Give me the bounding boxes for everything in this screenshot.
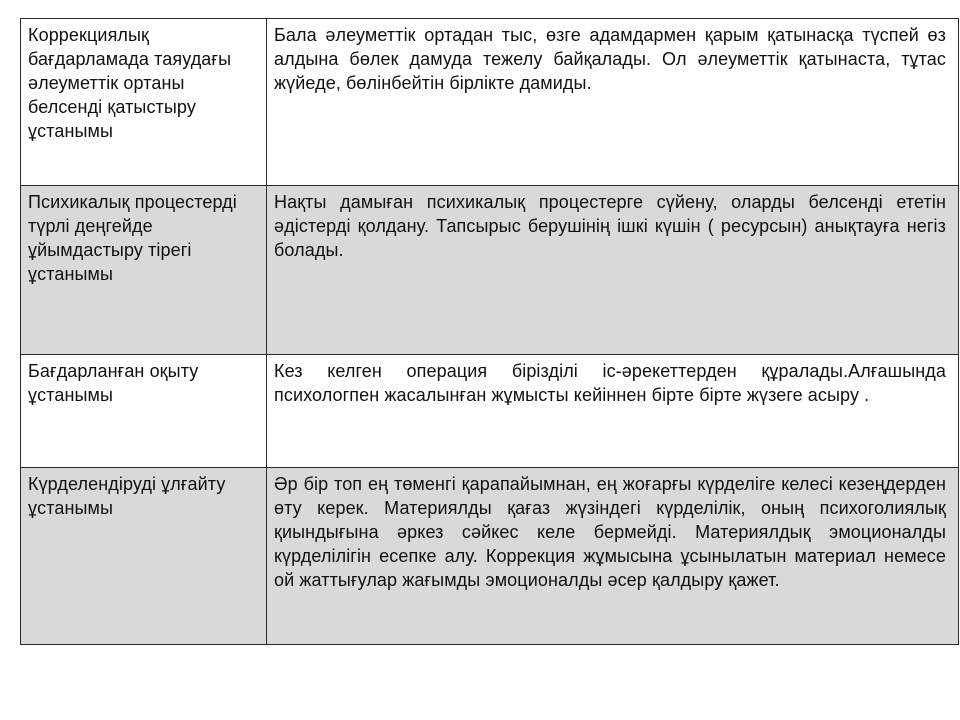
table-row (21, 19, 959, 186)
table-row (21, 186, 959, 355)
principles-table (20, 18, 959, 645)
principle-cell: Күрделендіруді ұлғайту ұстанымы (21, 468, 267, 645)
description-cell: Әр бір топ ең төменгі қарапайымнан, ең жоғарғы күрделіге келесі кезеңдерден өту керек. Материялды қағаз жүзіндегі күрделілік, оның психоголиялық қиындығына әркез сәйкес келе бермейді. Материялдық эмоционалды күрделілігін есепке алу. Коррекция жұмысына ұсынылатын материал немесе ой жаттығулар жағымды эмоционалды әсер қалдыру қажет. (267, 468, 959, 645)
description-cell: Нақты дамыған психикалық процестерге сүйену, оларды белсенді ететін әдістерді қолдану. Тапсырыс берушінің ішкі күшін ( ресурсын) анықтауға негіз болады. (267, 186, 959, 355)
principle-cell: Бағдарланған оқыту ұстанымы (21, 355, 267, 468)
principle-cell: Коррекциялық бағдарламада таяудағы әлеуметтік ортаны белсенді қатыстыру ұстанымы (21, 19, 267, 186)
table-row (21, 468, 959, 645)
description-cell: Кез келген операция бірізділі іс-әрекеттерден құралады.Алғашында психологпен жасалынған жұмысты кейіннен бірте бірте жүзеге асыру . (267, 355, 959, 468)
description-cell: Бала әлеуметтік ортадан тыс, өзге адамдармен қарым қатынасқа түспей өз алдына бөлек дамуда тежелу байқалады. Ол әлеуметтік қатынаста, тұтас жүйеде, бөлінбейтін бірлікте дамиды. (267, 19, 959, 186)
table-row (21, 355, 959, 468)
principle-cell: Психикалық процестерді түрлі деңгейде ұйымдастыру тірегі ұстанымы (21, 186, 267, 355)
